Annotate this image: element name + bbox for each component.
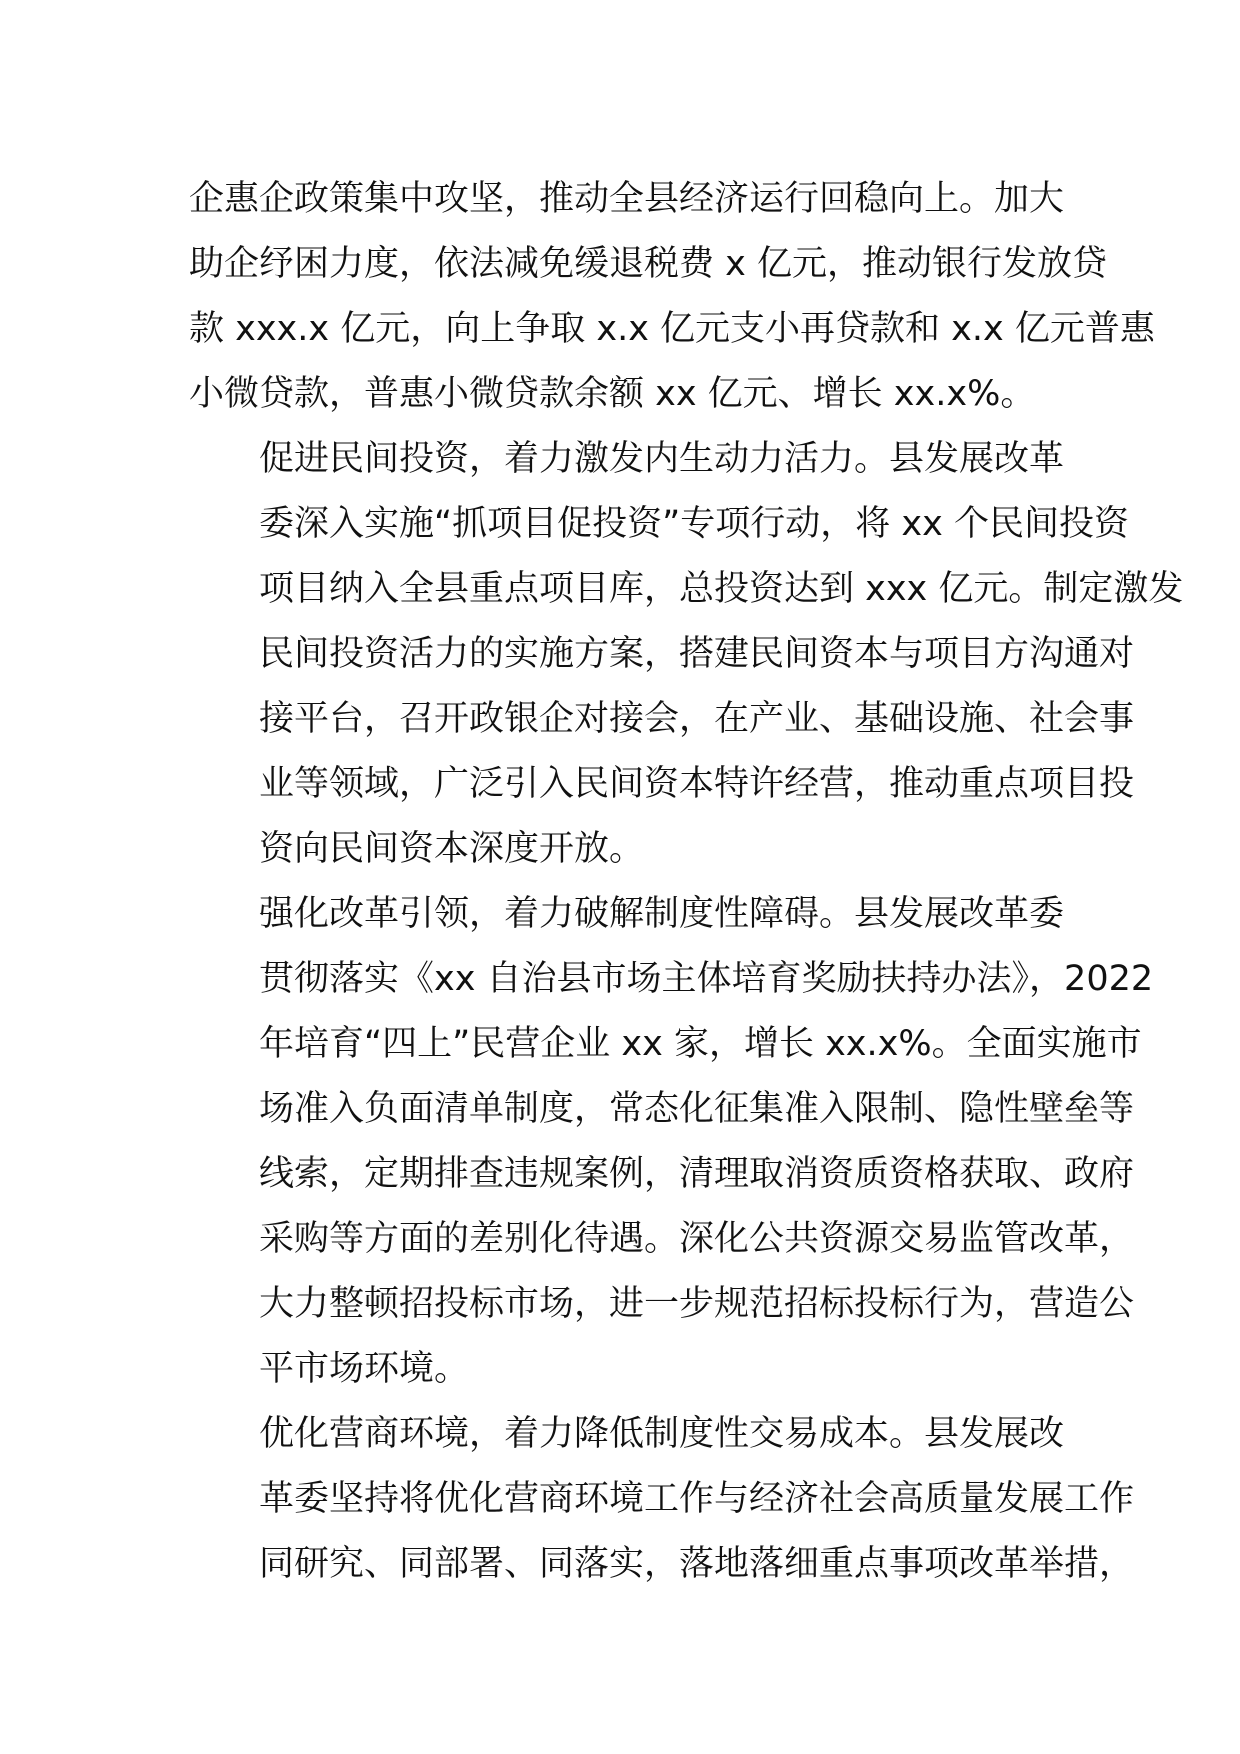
text-line: 促进民间投资，着力激发内生动力活力。县发展改革 bbox=[259, 439, 1065, 479]
text-line: 大力整顿招投标市场，进一步规范招标投标行为，营造公 bbox=[259, 1284, 1135, 1324]
text-line: 业等领域，广泛引入民间资本特许经营，推动重点项目投 bbox=[259, 764, 1135, 804]
text-line: 委深入实施“抓项目促投资”专项行动，将 xx 个民间投资 bbox=[259, 504, 1129, 544]
paragraph-1 bbox=[189, 167, 1155, 427]
text-line: 革委坚持将优化营商环境工作与经济社会高质量发展工作 bbox=[259, 1479, 1135, 1519]
text-line: 同研究、同部署、同落实，落地落细重点事项改革举措， bbox=[259, 1544, 1135, 1584]
text-line: 小微贷款，普惠小微贷款余额 xx 亿元、增长 xx.x%。 bbox=[189, 374, 1036, 414]
text-line: 项目纳入全县重点项目库，总投资达到 xxx 亿元。制定激发 bbox=[259, 569, 1184, 609]
text-line: 资向民间资本深度开放。 bbox=[259, 829, 645, 869]
text-line: 贯彻落实《xx 自治县市场主体培育奖励扶持办法》，2022 bbox=[259, 959, 1154, 999]
text-line: 接平台，召开政银企对接会，在产业、基础设施、社会事 bbox=[259, 699, 1135, 739]
text-line: 企惠企政策集中攻坚，推动全县经济运行回稳向上。加大 bbox=[189, 179, 1065, 219]
text-line: 强化改革引领，着力破解制度性障碍。县发展改革委 bbox=[259, 894, 1065, 934]
paragraph-4 bbox=[189, 1402, 1135, 1597]
document-body bbox=[189, 167, 1184, 1597]
text-line: 采购等方面的差别化待遇。深化公共资源交易监管改革， bbox=[259, 1219, 1135, 1259]
text-line: 助企纾困力度，依法减免缓退税费 x 亿元，推动银行发放贷 bbox=[189, 244, 1107, 284]
text-line: 优化营商环境，着力降低制度性交易成本。县发展改 bbox=[259, 1414, 1065, 1454]
paragraph-3 bbox=[189, 882, 1154, 1402]
text-line: 线索，定期排查违规案例，清理取消资质资格获取、政府 bbox=[259, 1154, 1135, 1194]
text-line: 民间投资活力的实施方案，搭建民间资本与项目方沟通对 bbox=[259, 634, 1135, 674]
text-line: 场准入负面清单制度，常态化征集准入限制、隐性壁垒等 bbox=[259, 1089, 1135, 1129]
text-line: 款 xxx.x 亿元，向上争取 x.x 亿元支小再贷款和 x.x 亿元普惠 bbox=[189, 309, 1155, 349]
text-line: 平市场环境。 bbox=[259, 1349, 470, 1389]
text-line: 年培育“四上”民营企业 xx 家，增长 xx.x%。全面实施市 bbox=[259, 1024, 1142, 1064]
paragraph-2 bbox=[189, 427, 1184, 882]
